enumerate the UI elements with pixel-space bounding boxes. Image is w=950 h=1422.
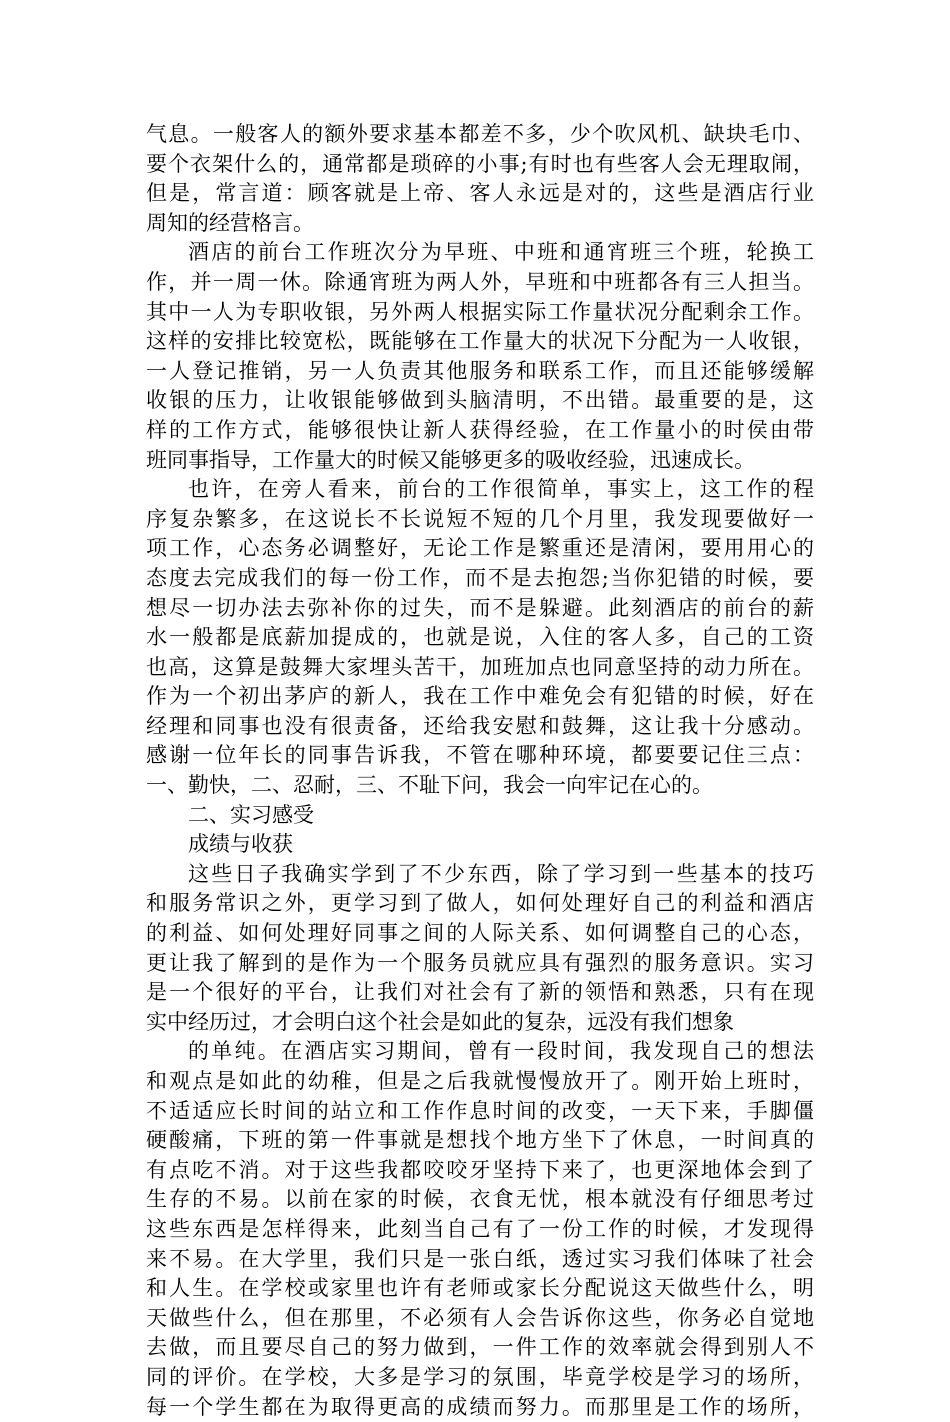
text-line: 二、实习感受 (188, 802, 314, 827)
text-line: 这些日子我确实学到了不少东西，除了学习到一些基本的技巧 (188, 861, 814, 886)
text-line: 一人登记推销，另一人负责其他服务和联系工作，而且还能够缓解 (146, 358, 814, 383)
text-line: 作为一个初出茅庐的新人，我在工作中难免会有犯错的时候，好在 (146, 684, 814, 709)
text-line: 硬酸痛，下班的第一件事就是想找个地方坐下了休息，一时间真的 (146, 1128, 814, 1153)
text-line: 和观点是如此的幼稚，但是之后我就慢慢放开了。刚开始上班时， (146, 1069, 814, 1093)
text-line: 但是，常言道：顾客就是上帝、客人永远是对的，这些是酒店行业 (146, 181, 814, 206)
text-line: 去做，而且要尽自己的努力做到，一件工作的效率就会得到别人不 (146, 1335, 814, 1360)
text-line: 有点吃不消。对于这些我都咬咬牙坚持下来了，也更深地体会到了 (146, 1157, 814, 1182)
text-line: 周知的经营格言。 (146, 210, 314, 235)
text-line: 气息。一般客人的额外要求基本都差不多，少个吹风机、缺块毛巾、 (146, 122, 814, 146)
text-line: 的单纯。在酒店实习期间，曾有一段时间，我发现自己的想法 (188, 1039, 814, 1064)
text-line: 每一个学生都在为取得更高的成绩而努力。而那里是工作的场所， (146, 1394, 814, 1419)
text-line: 要个衣架什么的，通常都是琐碎的小事;有时也有些客人会无理取闹， (146, 151, 814, 176)
text-line: 态度去完成我们的每一份工作，而不是去抱怨;当你犯错的时候，要 (146, 565, 814, 590)
text-line: 实中经历过，才会明白这个社会是如此的复杂，远没有我们想象 (146, 1009, 734, 1034)
text-line: 作，并一周一休。除通宵班为两人外，早班和中班都各有三人担当。 (146, 269, 814, 294)
text-line: 天做些什么，但在那里，不必须有人会告诉你这些，你务必自觉地 (146, 1305, 814, 1330)
text-line: 样的工作方式，能够很快让新人获得经验，在工作量小的时侯由带 (146, 417, 814, 442)
text-line: 想尽一切办法去弥补你的过失，而不是躲避。此刻酒店的前台的薪 (146, 595, 814, 620)
text-line: 也高，这算是鼓舞大家埋头苦干，加班加点也同意坚持的动力所在。 (146, 654, 814, 679)
text-line: 这些东西是怎样得来，此刻当自己有了一份工作的时候，才发现得 (146, 1216, 814, 1241)
text-line: 水一般都是底薪加提成的，也就是说，入住的客人多，自己的工资 (146, 625, 814, 650)
document-page (146, 120, 814, 1422)
text-line: 和服务常识之外，更学习到了做人，如何处理好自己的利益和酒店 (146, 891, 814, 916)
text-line: 也许，在旁人看来，前台的工作很简单，事实上，这工作的程 (188, 477, 814, 502)
text-line: 同的评价。在学校，大多是学习的氛围，毕竟学校是学习的场所， (146, 1364, 814, 1389)
text-line: 来不易。在大学里，我们只是一张白纸，透过实习我们体味了社会 (146, 1246, 814, 1271)
text-line: 和人生。在学校或家里也许有老师或家长分配说这天做些什么，明 (146, 1276, 814, 1301)
text-line: 项工作，心态务必调整好，无论工作是繁重还是清闲，要用用心的 (146, 536, 814, 561)
text-line: 一、勤快，二、忍耐，三、不耻下问，我会一向牢记在心的。 (146, 773, 713, 798)
text-line: 感谢一位年长的同事告诉我，不管在哪种环境，都要要记住三点： (146, 743, 814, 768)
text-line: 不适适应长时间的站立和工作作息时间的改变，一天下来，手脚僵 (146, 1098, 814, 1123)
text-line: 酒店的前台工作班次分为早班、中班和通宵班三个班，轮换工 (188, 240, 814, 265)
text-line: 这样的安排比较宽松，既能够在工作量大的状况下分配为一人收银， (146, 329, 814, 354)
text-line: 更让我了解到的是作为一个服务员就应具有强烈的服务意识。实习 (146, 950, 814, 975)
text-line: 序复杂繁多，在这说长不长说短不短的几个月里，我发现要做好一 (146, 506, 814, 531)
text-line: 班同事指导，工作量大的时候又能够更多的吸收经验，迅速成长。 (146, 447, 755, 472)
text-line: 生存的不易。以前在家的时候，衣食无忧，根本就没有仔细思考过 (146, 1187, 814, 1212)
text-line: 经理和同事也没有很责备，还给我安慰和鼓舞，这让我十分感动。 (146, 713, 814, 738)
text-line: 的利益、如何处理好同事之间的人际关系、如何调整自己的心态， (146, 921, 814, 946)
text-line: 是一个很好的平台，让我们对社会有了新的领悟和熟悉，只有在现 (146, 980, 814, 1005)
text-line: 其中一人为专职收银，另外两人根据实际工作量状况分配剩余工作。 (146, 299, 814, 324)
text-line: 成绩与收获 (188, 832, 293, 857)
text-line: 收银的压力，让收银能够做到头脑清明，不出错。最重要的是，这 (146, 388, 814, 413)
